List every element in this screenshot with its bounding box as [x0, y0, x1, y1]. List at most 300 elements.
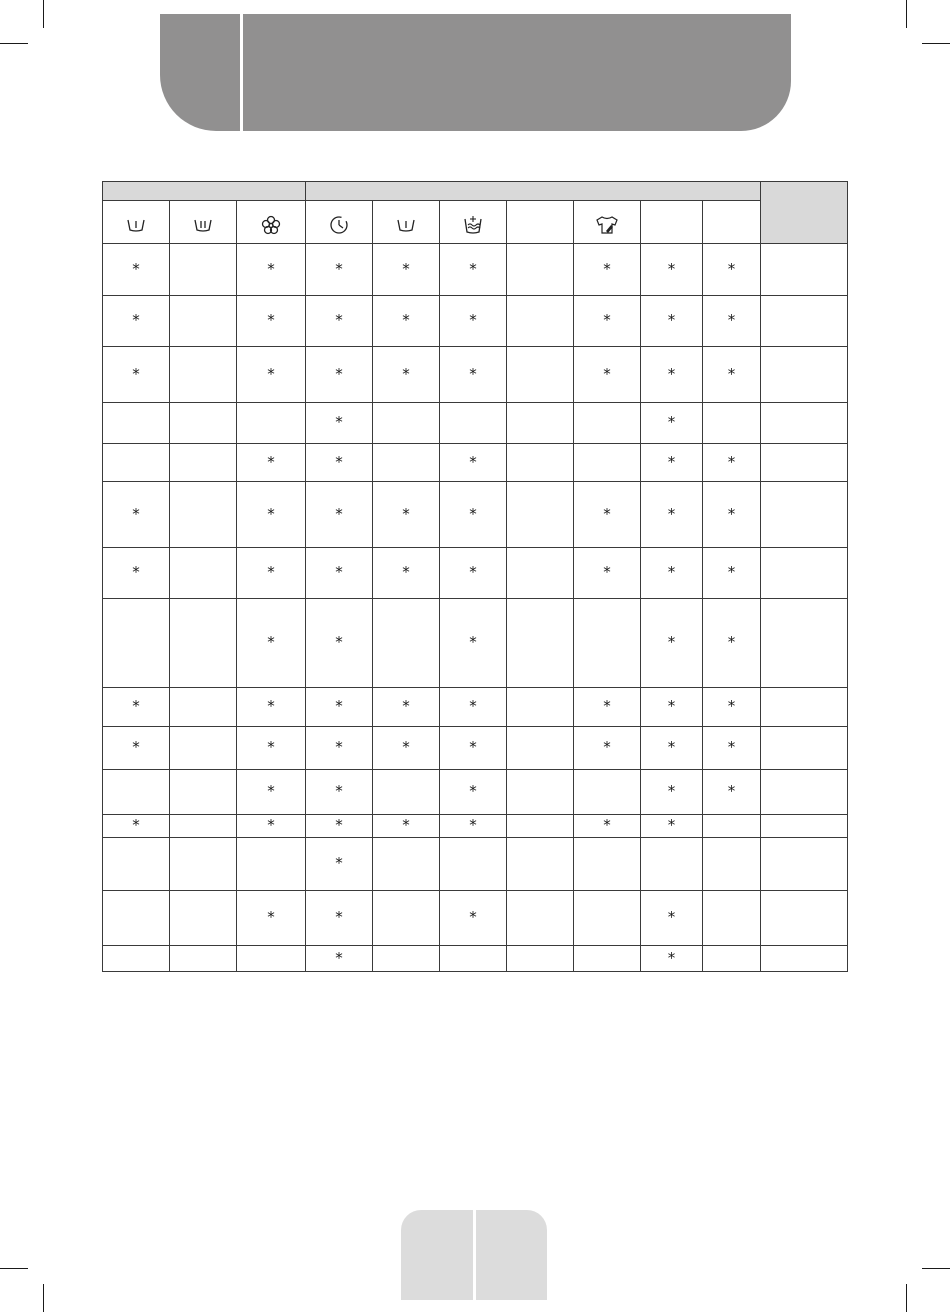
table-cell	[237, 244, 306, 296]
cell-mark: *	[267, 816, 275, 834]
table-cell	[170, 444, 237, 482]
mainwash-tub-icon	[192, 217, 214, 233]
cell-mark: *	[402, 364, 410, 383]
cell-mark: *	[335, 948, 343, 967]
table-cell	[170, 946, 237, 972]
table-cell	[103, 444, 170, 482]
table-cell	[507, 727, 574, 770]
table-cell	[574, 599, 641, 688]
cell-mark: *	[469, 452, 477, 471]
table-cell	[237, 815, 306, 838]
table-cell	[574, 548, 641, 599]
table-cell	[761, 403, 848, 444]
table-cell	[507, 482, 574, 548]
softener-flower-icon	[260, 215, 282, 235]
table-cell	[507, 770, 574, 815]
options-table	[102, 181, 848, 972]
table-cell	[440, 815, 507, 838]
group-header-options	[306, 182, 761, 201]
table-cell	[306, 296, 373, 347]
cell-mark: *	[335, 364, 343, 383]
table-cell	[103, 815, 170, 838]
cell-mark: *	[335, 816, 343, 834]
table-cell	[761, 599, 848, 688]
options-table-body	[103, 244, 848, 972]
table-cell	[440, 347, 507, 403]
icon-header-row	[103, 201, 848, 244]
easy-iron-shirt-icon	[594, 215, 620, 235]
cell-mark: *	[267, 633, 275, 651]
table-row	[103, 838, 848, 891]
table-cell	[507, 296, 574, 347]
table-row	[103, 891, 848, 946]
cell-mark: *	[469, 633, 477, 651]
table-cell	[103, 482, 170, 548]
cell-mark: *	[335, 259, 343, 278]
table-cell	[306, 347, 373, 403]
cell-mark: *	[335, 452, 343, 471]
cell-mark: *	[603, 504, 611, 523]
table-cell	[703, 482, 761, 548]
table-cell	[641, 444, 703, 482]
table-cell	[507, 946, 574, 972]
cell-mark: *	[727, 259, 736, 278]
crop-mark	[906, 1284, 907, 1312]
table-cell	[306, 444, 373, 482]
cell-mark: *	[667, 633, 676, 651]
cell-mark: *	[335, 854, 343, 872]
table-cell	[237, 482, 306, 548]
table-cell	[170, 688, 237, 727]
cell-mark: *	[267, 908, 275, 926]
table-cell	[703, 403, 761, 444]
cell-mark: *	[335, 311, 343, 329]
cell-mark: *	[267, 563, 275, 581]
table-cell	[103, 548, 170, 599]
table-cell	[761, 946, 848, 972]
cell-mark: *	[727, 697, 736, 715]
group-header-row	[103, 182, 848, 201]
cell-mark: *	[667, 563, 676, 581]
page-tab-divider	[473, 1210, 476, 1300]
table-cell	[373, 244, 440, 296]
cell-mark: *	[335, 633, 343, 651]
table-cell	[574, 296, 641, 347]
table-cell	[507, 347, 574, 403]
cell-mark: *	[267, 782, 275, 800]
table-cell	[306, 548, 373, 599]
table-cell	[641, 599, 703, 688]
table-cell	[440, 838, 507, 891]
table-cell	[641, 770, 703, 815]
table-cell	[574, 482, 641, 548]
table-cell	[574, 891, 641, 946]
table-cell	[761, 727, 848, 770]
crop-mark	[906, 0, 907, 28]
page-number-tab	[401, 1210, 547, 1300]
table-cell	[170, 770, 237, 815]
crop-mark	[0, 43, 28, 44]
cell-mark: *	[469, 311, 477, 329]
table-cell	[103, 296, 170, 347]
cell-mark: *	[727, 738, 736, 756]
cell-mark: *	[469, 908, 477, 926]
table-cell	[440, 688, 507, 727]
table-cell	[507, 838, 574, 891]
cell-mark: *	[267, 452, 275, 471]
cell-mark: *	[603, 311, 611, 329]
table-cell	[574, 244, 641, 296]
cell-mark: *	[469, 504, 477, 523]
table-cell	[440, 296, 507, 347]
table-cell	[574, 403, 641, 444]
cell-mark: *	[727, 504, 736, 523]
table-cell	[761, 244, 848, 296]
cell-mark: *	[335, 782, 343, 800]
table-cell	[103, 946, 170, 972]
table-cell	[574, 815, 641, 838]
cell-mark: *	[469, 816, 477, 834]
col-blank-7	[507, 201, 574, 244]
group-header-detergent	[103, 182, 306, 201]
table-cell	[761, 444, 848, 482]
cell-mark: *	[469, 697, 477, 715]
table-cell	[306, 599, 373, 688]
crop-mark	[922, 1268, 950, 1269]
cell-mark: *	[402, 311, 410, 329]
table-cell	[170, 599, 237, 688]
cell-mark: *	[132, 311, 140, 329]
table-cell	[507, 403, 574, 444]
table-cell	[103, 403, 170, 444]
crop-mark	[922, 43, 950, 44]
cell-mark: *	[667, 259, 676, 278]
table-cell	[641, 815, 703, 838]
table-cell	[373, 838, 440, 891]
table-cell	[373, 296, 440, 347]
table-cell	[440, 727, 507, 770]
cell-mark: *	[132, 259, 140, 278]
table-cell	[373, 946, 440, 972]
table-cell	[507, 688, 574, 727]
prewash-tub-icon	[395, 217, 417, 233]
table-cell	[703, 815, 761, 838]
table-cell	[306, 815, 373, 838]
cell-mark: *	[267, 738, 275, 756]
cell-mark: *	[402, 504, 410, 523]
table-cell	[306, 244, 373, 296]
table-cell	[237, 891, 306, 946]
table-cell	[703, 727, 761, 770]
table-cell	[574, 727, 641, 770]
table-cell	[237, 770, 306, 815]
table-cell	[306, 727, 373, 770]
table-row	[103, 770, 848, 815]
table-cell	[306, 482, 373, 548]
cell-mark: *	[267, 697, 275, 715]
table-cell	[703, 444, 761, 482]
table-cell	[440, 770, 507, 815]
table-cell	[373, 599, 440, 688]
cell-mark: *	[267, 259, 275, 278]
cell-mark: *	[132, 816, 140, 834]
table-row	[103, 244, 848, 296]
group-header-last	[761, 182, 848, 244]
table-cell	[703, 244, 761, 296]
delay-timer-icon	[328, 215, 350, 235]
table-row	[103, 599, 848, 688]
table-cell	[170, 296, 237, 347]
cell-mark: *	[267, 504, 275, 523]
table-cell	[237, 444, 306, 482]
table-row	[103, 688, 848, 727]
table-cell	[237, 347, 306, 403]
table-row	[103, 727, 848, 770]
cell-mark: *	[727, 364, 736, 383]
table-cell	[641, 244, 703, 296]
table-cell	[306, 838, 373, 891]
table-cell	[641, 891, 703, 946]
col-blank-9	[641, 201, 703, 244]
cell-mark: *	[667, 816, 676, 834]
table-cell	[761, 815, 848, 838]
cell-mark: *	[469, 563, 477, 581]
table-cell	[103, 838, 170, 891]
table-cell	[641, 946, 703, 972]
cell-mark: *	[469, 782, 477, 800]
table-cell	[237, 688, 306, 727]
cell-mark: *	[603, 563, 611, 581]
table-cell	[170, 403, 237, 444]
cell-mark: *	[132, 504, 140, 523]
cell-mark: *	[727, 782, 736, 800]
table-cell	[373, 444, 440, 482]
cell-mark: *	[667, 782, 676, 800]
table-cell	[306, 946, 373, 972]
table-row	[103, 482, 848, 548]
col-easy-iron	[574, 201, 641, 244]
table-cell	[574, 688, 641, 727]
table-cell	[103, 727, 170, 770]
cell-mark: *	[335, 563, 343, 581]
table-cell	[237, 403, 306, 444]
cell-mark: *	[267, 311, 275, 329]
table-cell	[170, 815, 237, 838]
table-row	[103, 548, 848, 599]
table-cell	[237, 599, 306, 688]
table-cell	[440, 482, 507, 548]
cell-mark: *	[402, 816, 410, 834]
prewash-tub-icon	[125, 217, 147, 233]
col-mainwash	[170, 201, 237, 244]
table-cell	[440, 444, 507, 482]
col-delay	[306, 201, 373, 244]
table-cell	[703, 838, 761, 891]
table-cell	[306, 688, 373, 727]
cell-mark: *	[603, 738, 611, 756]
options-table-wrapper	[102, 181, 848, 972]
cell-mark: *	[727, 452, 736, 471]
table-cell	[237, 946, 306, 972]
cell-mark: *	[402, 738, 410, 756]
table-cell	[373, 815, 440, 838]
table-cell	[641, 403, 703, 444]
cell-mark: *	[469, 259, 477, 278]
table-cell	[237, 727, 306, 770]
table-cell	[761, 688, 848, 727]
cell-mark: *	[667, 738, 676, 756]
cell-mark: *	[469, 738, 477, 756]
header-divider	[240, 14, 243, 131]
table-cell	[373, 347, 440, 403]
table-cell	[373, 727, 440, 770]
table-cell	[373, 770, 440, 815]
col-prewash	[103, 201, 170, 244]
table-cell	[761, 347, 848, 403]
cell-mark: *	[603, 816, 611, 834]
table-cell	[574, 770, 641, 815]
table-row	[103, 347, 848, 403]
table-cell	[641, 548, 703, 599]
cell-mark: *	[667, 311, 676, 329]
cell-mark: *	[727, 311, 736, 329]
cell-mark: *	[132, 563, 140, 581]
table-cell	[373, 403, 440, 444]
table-cell	[641, 727, 703, 770]
crop-mark	[43, 0, 44, 28]
table-cell	[306, 770, 373, 815]
table-cell	[103, 891, 170, 946]
table-cell	[170, 727, 237, 770]
table-row	[103, 946, 848, 972]
table-cell	[373, 891, 440, 946]
col-blank-10	[703, 201, 761, 244]
table-cell	[761, 891, 848, 946]
table-row	[103, 403, 848, 444]
table-cell	[507, 599, 574, 688]
cell-mark: *	[267, 364, 275, 383]
table-cell	[703, 599, 761, 688]
table-cell	[703, 347, 761, 403]
table-cell	[641, 347, 703, 403]
table-cell	[703, 891, 761, 946]
cell-mark: *	[667, 452, 676, 471]
table-cell	[170, 244, 237, 296]
table-cell	[237, 838, 306, 891]
table-cell	[373, 548, 440, 599]
cell-mark: *	[402, 563, 410, 581]
table-cell	[103, 688, 170, 727]
table-cell	[440, 946, 507, 972]
cell-mark: *	[335, 413, 343, 431]
table-cell	[574, 946, 641, 972]
cell-mark: *	[132, 738, 140, 756]
table-cell	[170, 891, 237, 946]
table-cell	[170, 347, 237, 403]
table-cell	[761, 482, 848, 548]
cell-mark: *	[132, 697, 140, 715]
col-softener	[237, 201, 306, 244]
table-cell	[574, 838, 641, 891]
crop-mark	[43, 1284, 44, 1312]
cell-mark: *	[603, 364, 611, 383]
table-cell	[373, 482, 440, 548]
cell-mark: *	[335, 697, 343, 715]
cell-mark: *	[469, 364, 477, 383]
table-cell	[703, 688, 761, 727]
table-cell	[170, 482, 237, 548]
table-cell	[440, 599, 507, 688]
table-cell	[574, 347, 641, 403]
table-cell	[703, 770, 761, 815]
table-cell	[703, 296, 761, 347]
table-cell	[103, 347, 170, 403]
table-cell	[103, 599, 170, 688]
table-cell	[641, 838, 703, 891]
table-cell	[237, 548, 306, 599]
header-banner	[160, 14, 791, 131]
cell-mark: *	[603, 697, 611, 715]
cell-mark: *	[667, 908, 676, 926]
table-row	[103, 444, 848, 482]
table-cell	[641, 482, 703, 548]
table-cell	[306, 891, 373, 946]
col-extra-rinse	[440, 201, 507, 244]
table-cell	[103, 244, 170, 296]
cell-mark: *	[667, 364, 676, 383]
cell-mark: *	[667, 948, 676, 967]
table-cell	[507, 548, 574, 599]
table-cell	[574, 444, 641, 482]
table-cell	[170, 548, 237, 599]
table-cell	[761, 770, 848, 815]
table-cell	[237, 296, 306, 347]
table-cell	[641, 296, 703, 347]
cell-mark: *	[132, 364, 140, 383]
table-cell	[703, 946, 761, 972]
table-cell	[703, 548, 761, 599]
cell-mark: *	[603, 259, 611, 278]
cell-mark: *	[335, 504, 343, 523]
table-cell	[507, 891, 574, 946]
cell-mark: *	[667, 504, 676, 523]
table-cell	[373, 688, 440, 727]
cell-mark: *	[335, 908, 343, 926]
table-cell	[507, 444, 574, 482]
cell-mark: *	[727, 563, 736, 581]
table-cell	[761, 548, 848, 599]
col-prewash-option	[373, 201, 440, 244]
table-cell	[306, 403, 373, 444]
table-cell	[440, 403, 507, 444]
table-row	[103, 815, 848, 838]
cell-mark: *	[667, 697, 676, 715]
cell-mark: *	[402, 697, 410, 715]
table-cell	[641, 688, 703, 727]
table-cell	[761, 296, 848, 347]
cell-mark: *	[335, 738, 343, 756]
table-cell	[170, 838, 237, 891]
cell-mark: *	[402, 259, 410, 278]
table-cell	[507, 244, 574, 296]
cell-mark: *	[727, 633, 736, 651]
table-cell	[761, 838, 848, 891]
table-cell	[440, 548, 507, 599]
table-cell	[103, 770, 170, 815]
table-cell	[507, 815, 574, 838]
crop-mark	[0, 1268, 28, 1269]
cell-mark: *	[667, 413, 676, 431]
